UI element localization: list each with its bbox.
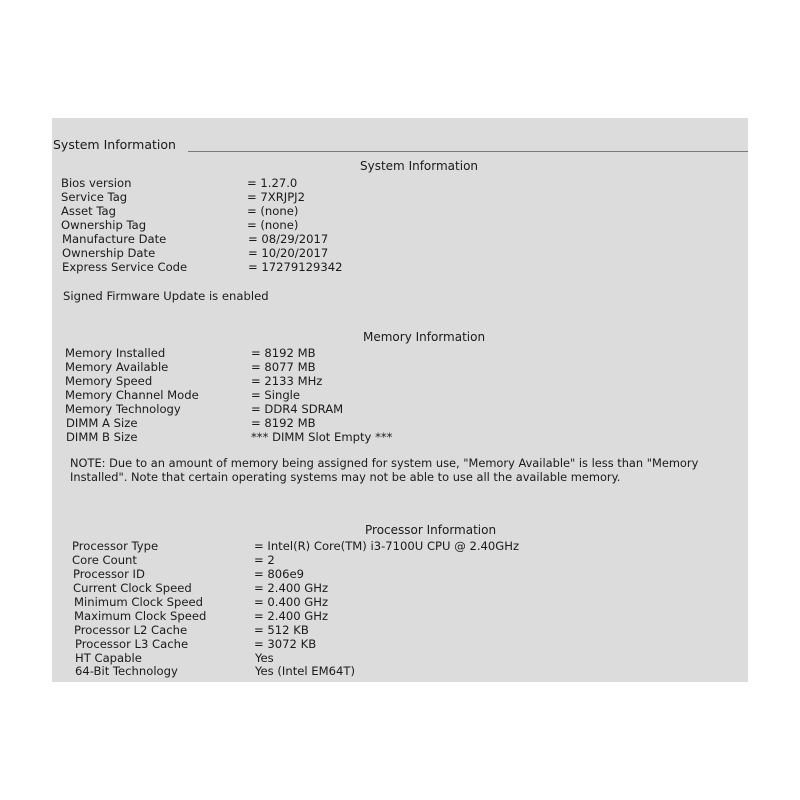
row-value: = 8192 MB <box>251 346 316 360</box>
row-label: Memory Technology <box>65 402 181 416</box>
row-label: DIMM A Size <box>66 416 138 430</box>
system-info-header: System Information <box>360 159 479 173</box>
row-value: = 1.27.0 <box>247 176 298 190</box>
firmware-update-status: Signed Firmware Update is enabled <box>63 289 269 303</box>
row-value: = 0.400 GHz <box>254 595 329 609</box>
row-label: Memory Available <box>65 360 169 374</box>
bios-screen <box>52 118 748 682</box>
row-label: Ownership Tag <box>61 218 147 232</box>
row-value: = 8077 MB <box>251 360 316 374</box>
row-label: Maximum Clock Speed <box>74 609 207 623</box>
row-label: HT Capable <box>75 651 142 665</box>
memory-info-header: Memory Information <box>363 330 486 344</box>
row-label: Core Count <box>72 553 137 567</box>
row-label: 64-Bit Technology <box>75 664 178 678</box>
row-label: Service Tag <box>61 190 128 204</box>
row-label: Current Clock Speed <box>73 581 192 595</box>
row-label: Memory Speed <box>65 374 153 388</box>
row-label: Processor L3 Cache <box>75 637 189 651</box>
row-value: = (none) <box>247 218 299 232</box>
row-label: Minimum Clock Speed <box>74 595 203 609</box>
memory-note: NOTE: Due to an amount of memory being assigned for system use, "Memory Available" is less than "Memory Installed". Note that certain operating systems may not be able to use all the available memory. <box>70 456 699 484</box>
row-value: = 10/20/2017 <box>248 246 329 260</box>
row-label: Bios version <box>61 176 132 190</box>
row-value: = 2 <box>254 553 275 567</box>
row-value: = 2.400 GHz <box>254 609 329 623</box>
row-value: = 2.400 GHz <box>254 581 329 595</box>
row-value: Yes <box>255 651 274 665</box>
row-label: Express Service Code <box>62 260 188 274</box>
row-value: = 17279129342 <box>248 260 343 274</box>
row-value: = 512 KB <box>254 623 309 637</box>
row-label: Memory Channel Mode <box>65 388 199 402</box>
row-value: = 8192 MB <box>251 416 316 430</box>
processor-info-header: Processor Information <box>365 523 497 537</box>
row-value: = 806e9 <box>254 567 305 581</box>
row-value: = DDR4 SDRAM <box>251 402 344 416</box>
row-value: Yes (Intel EM64T) <box>255 664 355 678</box>
row-label: Processor L2 Cache <box>74 623 188 637</box>
row-value: = 2133 MHz <box>251 374 323 388</box>
panel-title: System Information <box>53 137 176 152</box>
row-label: Manufacture Date <box>62 232 167 246</box>
row-label: Processor Type <box>72 539 159 553</box>
row-label: DIMM B Size <box>66 430 138 444</box>
row-value: = 08/29/2017 <box>248 232 329 246</box>
row-label: Memory Installed <box>65 346 166 360</box>
panel-title-divider <box>188 151 748 152</box>
row-value: = 3072 KB <box>254 637 317 651</box>
row-value: = 7XRJPJ2 <box>247 190 305 204</box>
row-value: = (none) <box>247 204 299 218</box>
row-label: Ownership Date <box>62 246 156 260</box>
row-value: = Single <box>251 388 301 402</box>
row-value: = Intel(R) Core(TM) i3-7100U CPU @ 2.40GHz <box>254 539 520 553</box>
row-value: *** DIMM Slot Empty *** <box>251 430 393 444</box>
row-label: Processor ID <box>73 567 145 581</box>
row-label: Asset Tag <box>61 204 117 218</box>
